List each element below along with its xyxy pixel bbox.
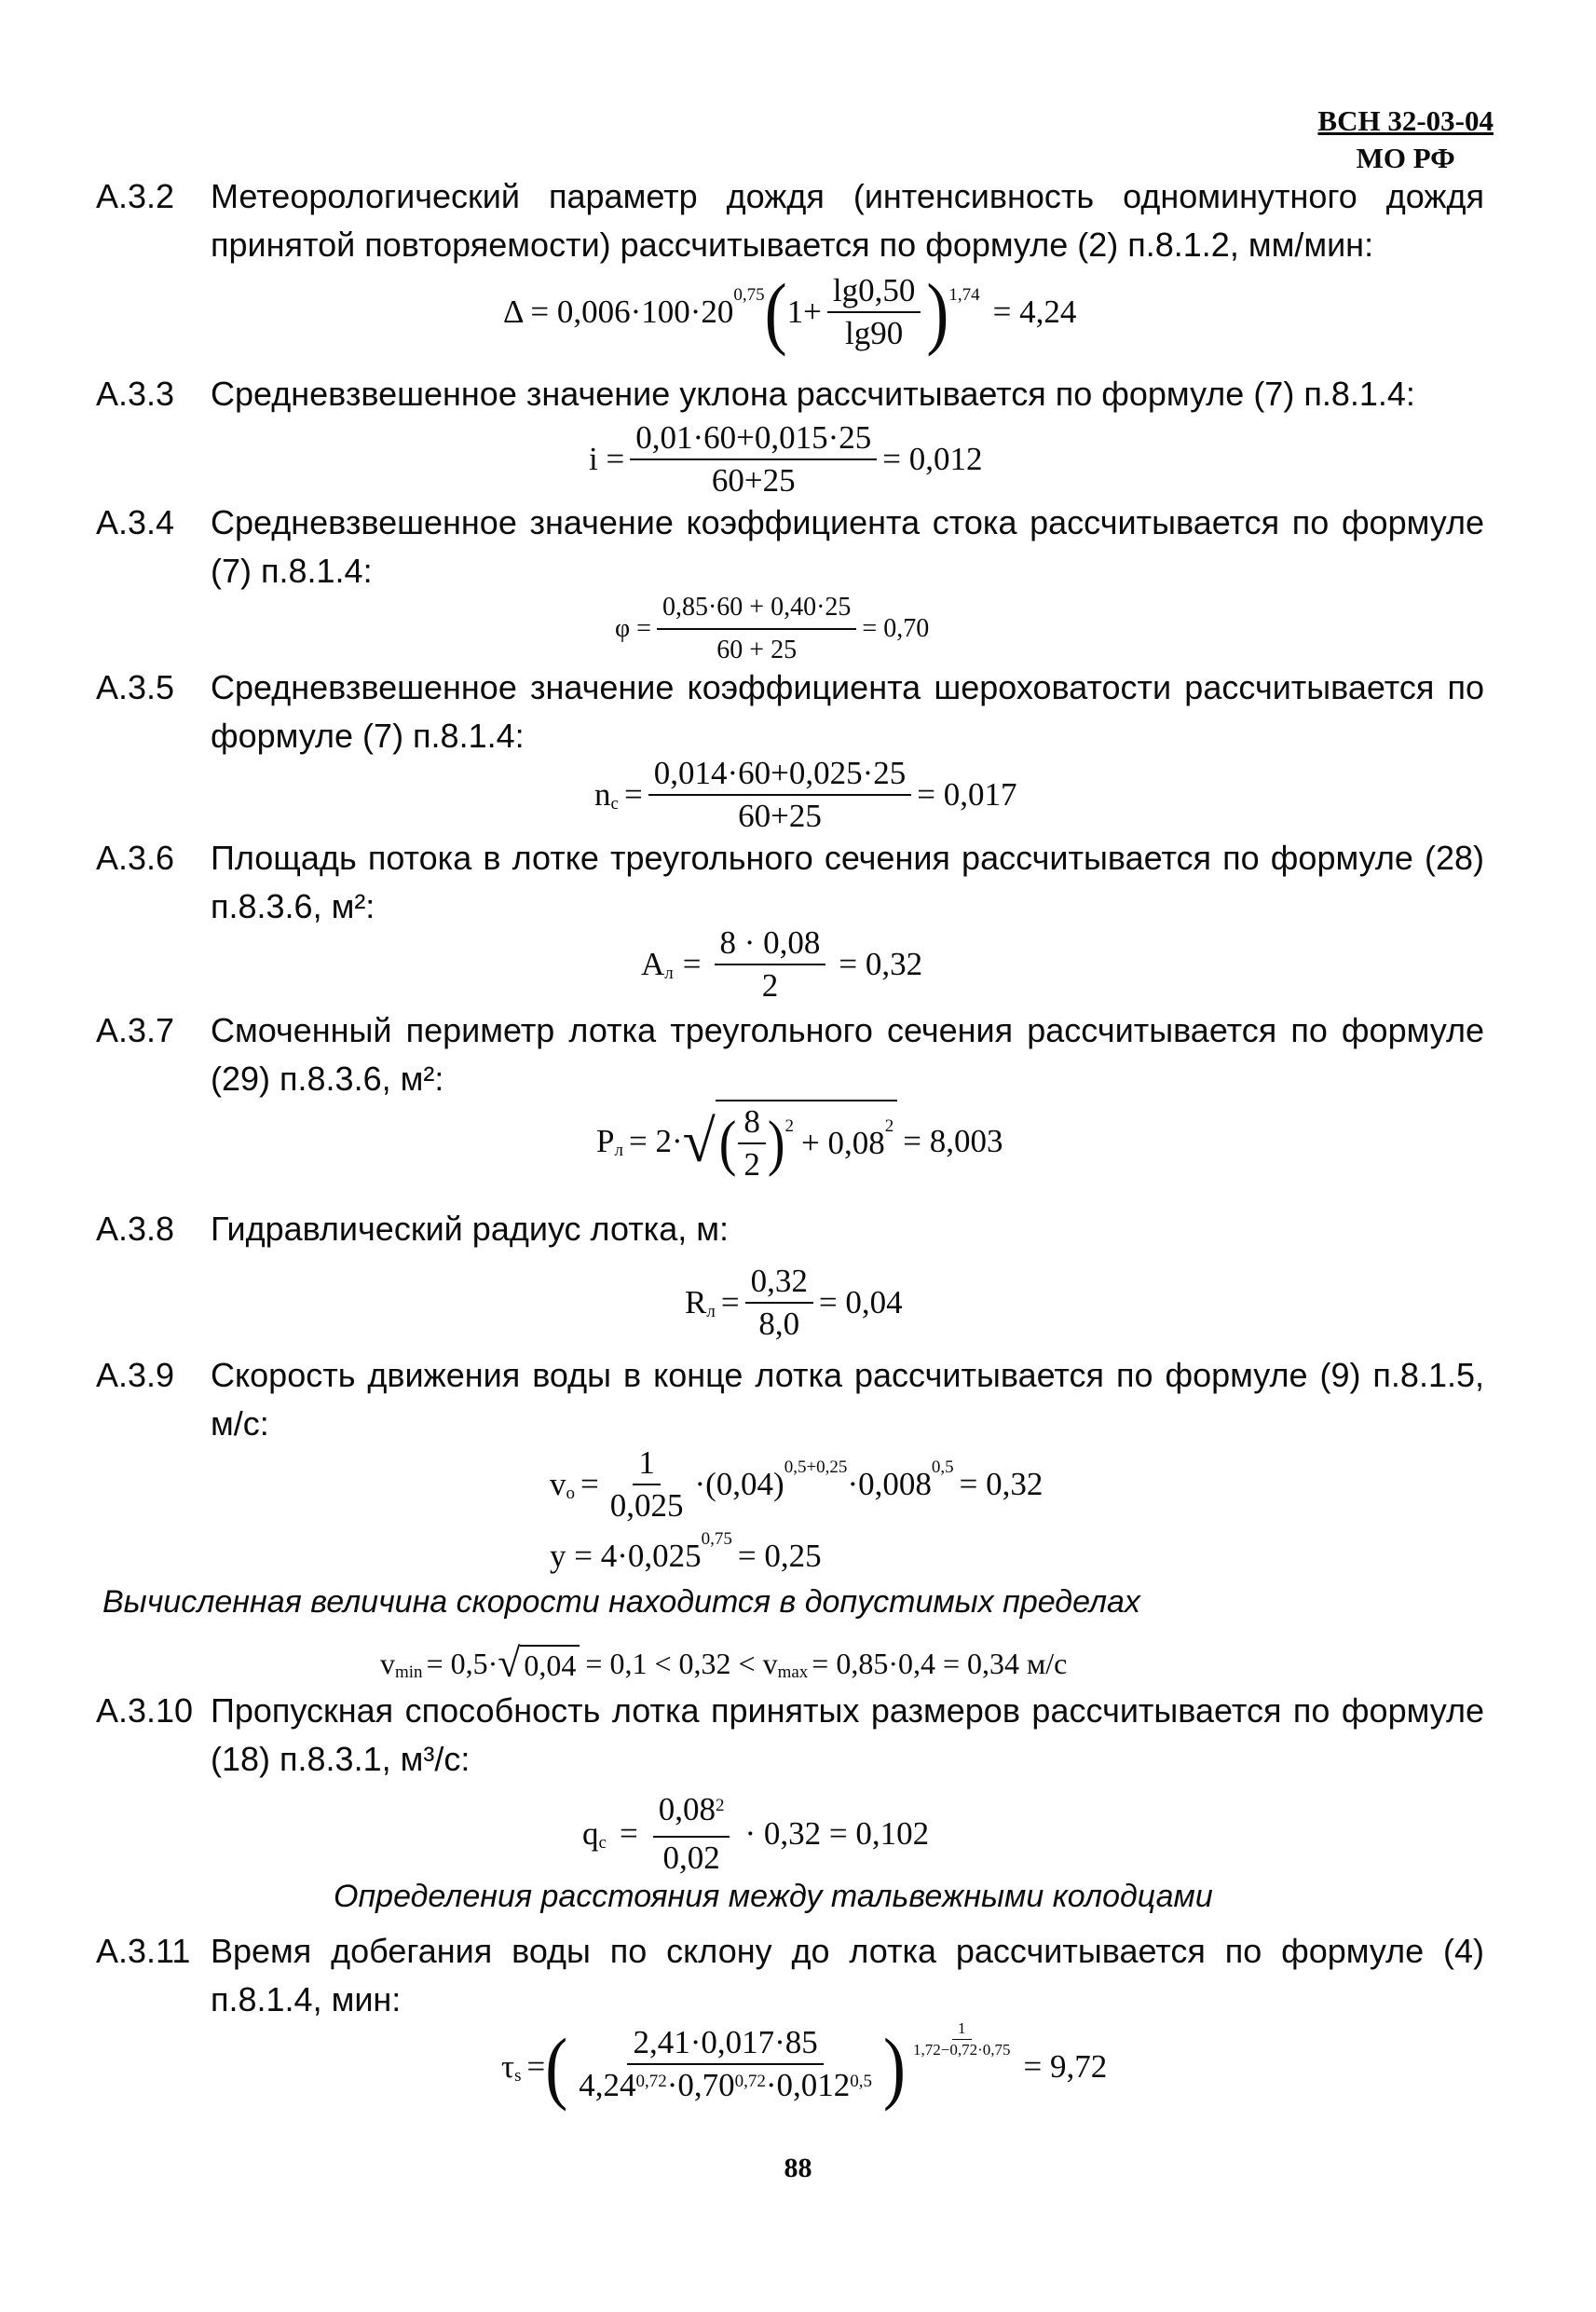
formula-rain-parameter: Δ = 0,006·100·20 0,75 ( 1+ $\frac{\lg 0,50}{\lg 90}$ ) 1,74 = 4,24 xyxy=(503,267,1077,357)
page-header xyxy=(1317,103,1494,177)
formula-velocity: v o = $\frac{1}{0,025}$ ·(0,04) 0,5+0,25 ·0,008 0,5 = 0,32 xyxy=(550,1444,1044,1524)
document-code: ВСН 32-03-04 xyxy=(1317,104,1494,137)
formula-capacity: q c = $\frac{0,08^2}{0,02}$ · 0,32 = 0,102 xyxy=(582,1791,930,1876)
paragraph-a311: А.3.11 Время добегания воды по склону до лотка рассчитывается по формуле (4) п.8.1.4, мин: xyxy=(96,1932,1484,2018)
formula-roughness: n c = $\frac{0,014\cdot 60+0,025\cdot 25}{60+25}$ = 0,017 xyxy=(594,755,1017,834)
formula-slope: i = $\frac{0,01\cdot 60+0,015\cdot 25}{60+25}$ = 0,012 xyxy=(589,419,983,499)
paragraph-a36: А.3.6 Площадь потока в лотке треугольного сечения рассчитывается по формуле (28) п.8.3.6, м²: xyxy=(96,839,1484,925)
paragraph-a310: А.3.10 Пропускная способность лотка принятых размеров рассчитывается по формуле (18) п.8.3.1, м³/с: xyxy=(96,1691,1484,1778)
paragraph-a38: А.3.8 Гидравлический радиус лотка, м: xyxy=(96,1210,729,1248)
paragraph-text: Метеорологический параметр дождя (интенсивность одноминутного дождя принятой повторяемости) рассчитывается по формуле (2) п.8.1.2, мм/мин: xyxy=(211,177,1484,264)
formula-y: y = 4·0,025 0,75 = 0,25 xyxy=(550,1529,822,1574)
velocity-check-note: Вычисленная величина скорости находится в допустимых пределах xyxy=(102,1584,1140,1620)
formula-hydraulic-radius: R л = $\frac{0,32}{8,0}$ = 0,04 xyxy=(685,1263,903,1342)
formula-runoff: φ = $\frac{0,85\cdot 60 + 0,40\cdot 25}{60 + 25}$ = 0,70 xyxy=(615,589,929,669)
paragraph-a34: А.3.4 Средневзвешенное значение коэффициента стока рассчитывается по формуле (7) п.8.1.4: xyxy=(96,503,1484,590)
formula-wetted-perimeter: P л = 2· √ ( $\frac{8}{2}$ ) 2 + 0,08 2 = 8,003 xyxy=(596,1100,1003,1183)
paragraph-number: А.3.2 xyxy=(96,177,175,215)
formula-flow-area: A л = $\frac{8 \cdot 0,08}{2}$ = 0,32 xyxy=(641,924,923,1004)
formula-velocity-limits: v min = 0,5· √ 0,04 = 0,1 < 0,32 < v max = 0,85·0,4 = 0,34 м/с xyxy=(380,1640,1068,1686)
page-number: 88 xyxy=(784,2153,812,2183)
section-title: Определения расстояния между тальвежными колодцами xyxy=(334,1879,1213,1914)
paragraph-a33: А.3.3 Средневзвешенное значение уклона рассчитывается по формуле (7) п.8.1.4: xyxy=(96,375,1415,413)
paragraph-a32 xyxy=(96,172,1484,269)
formula-travel-time: τ s = ( $\frac{2,41\cdot 0,017\cdot 85}{4,24^{0,72}\cdot 0,70^{0,72}\cdot 0,012^{0,5}}$ ) $\frac{1}{1,72-0,72\cdot 0,75}$ = 9,72 xyxy=(501,2018,1108,2112)
paragraph-a39: А.3.9 Скорость движения воды в конце лотка рассчитывается по формуле (9) п.8.1.5, м/с: xyxy=(96,1356,1484,1443)
paragraph-a37: А.3.7 Смоченный периметр лотка треугольного сечения рассчитывается по формуле (29) п.8.3.6, м²: xyxy=(96,1011,1484,1098)
document-org: МО РФ xyxy=(1356,142,1455,174)
paragraph-a35: А.3.5 Средневзвешенное значение коэффициента шероховатости рассчитывается по формуле (7) п.8.1.4: xyxy=(96,668,1484,755)
